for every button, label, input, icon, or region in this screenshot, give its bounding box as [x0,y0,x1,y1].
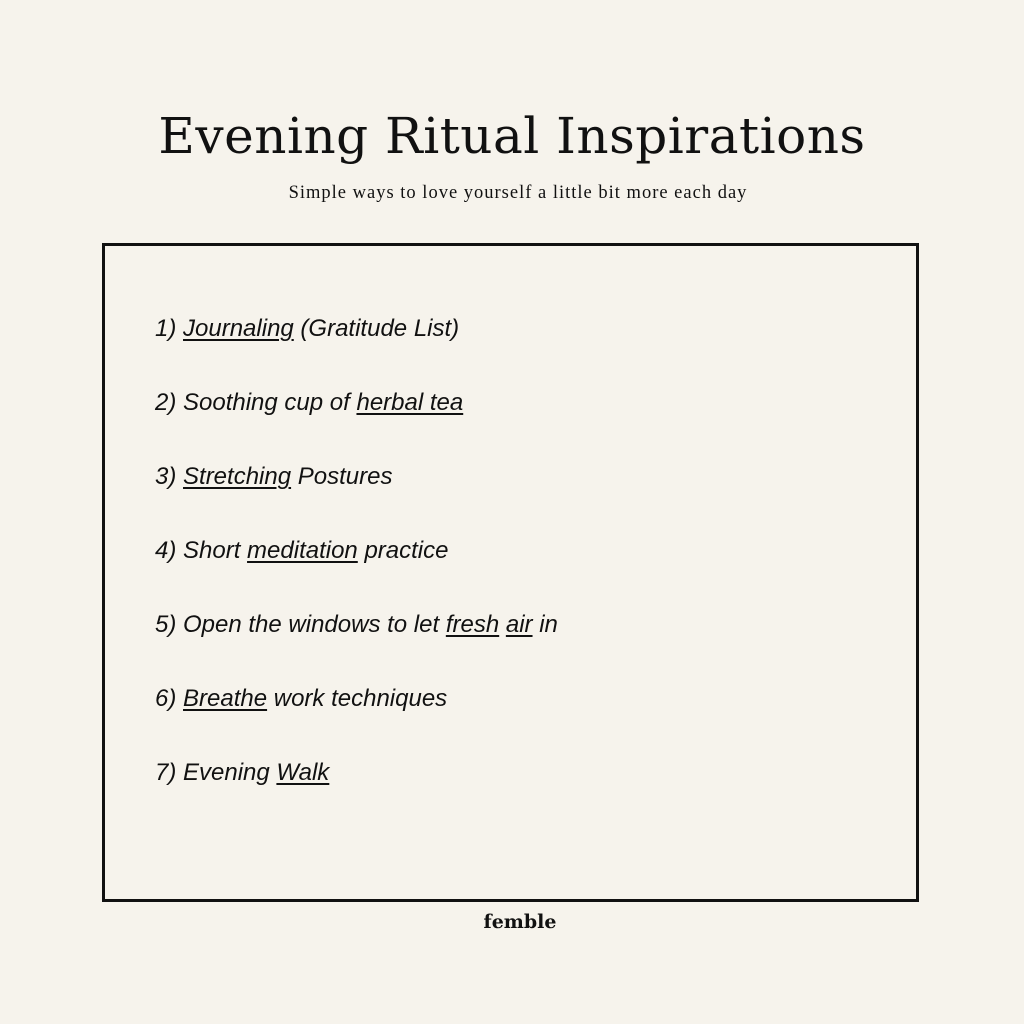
fresh-link[interactable]: fresh [445,611,500,638]
list-item-suffix: Postures [291,463,393,490]
list-item-walk [155,758,558,832]
list-item-middle [499,611,506,638]
air-link[interactable]: air [505,611,533,638]
list-item-prefix: 2) Soothing cup of [155,389,357,416]
breathe-link[interactable]: Breathe [183,685,268,712]
list-item-prefix: 5) Open the windows to let [155,611,446,638]
page-title: Evening Ritual Inspirations [158,107,866,165]
list-item-prefix: 4) Short [155,537,248,564]
list-item-fresh-air [155,610,558,684]
list-item-journaling [155,314,558,388]
list-item-suffix: practice [357,537,449,564]
list-item-prefix: 1) [155,315,184,342]
herbal-tea-link[interactable]: herbal tea [356,389,464,416]
list-item-suffix: work techniques [267,685,448,712]
list-item-prefix: 7) Evening [155,759,277,786]
ritual-list [155,314,558,832]
list-item-meditation [155,536,558,610]
list-item-herbal-tea [155,388,558,462]
list-item-stretching [155,462,558,536]
list-item-prefix: 6) [155,685,184,712]
list-item-breathe [155,684,558,758]
list-item-prefix: 3) [155,463,184,490]
list-item-suffix: in [532,611,558,638]
stretching-link[interactable]: Stretching [183,463,292,490]
brand-logo-text: femble [483,911,557,933]
list-item-suffix: (Gratitude List) [293,315,460,342]
meditation-link[interactable]: meditation [247,537,358,564]
walk-link[interactable]: Walk [276,759,330,786]
journaling-link[interactable]: Journaling [183,315,294,342]
page-subtitle: Simple ways to love yourself a little bit more each day [288,183,748,203]
ritual-list-card [102,243,919,902]
